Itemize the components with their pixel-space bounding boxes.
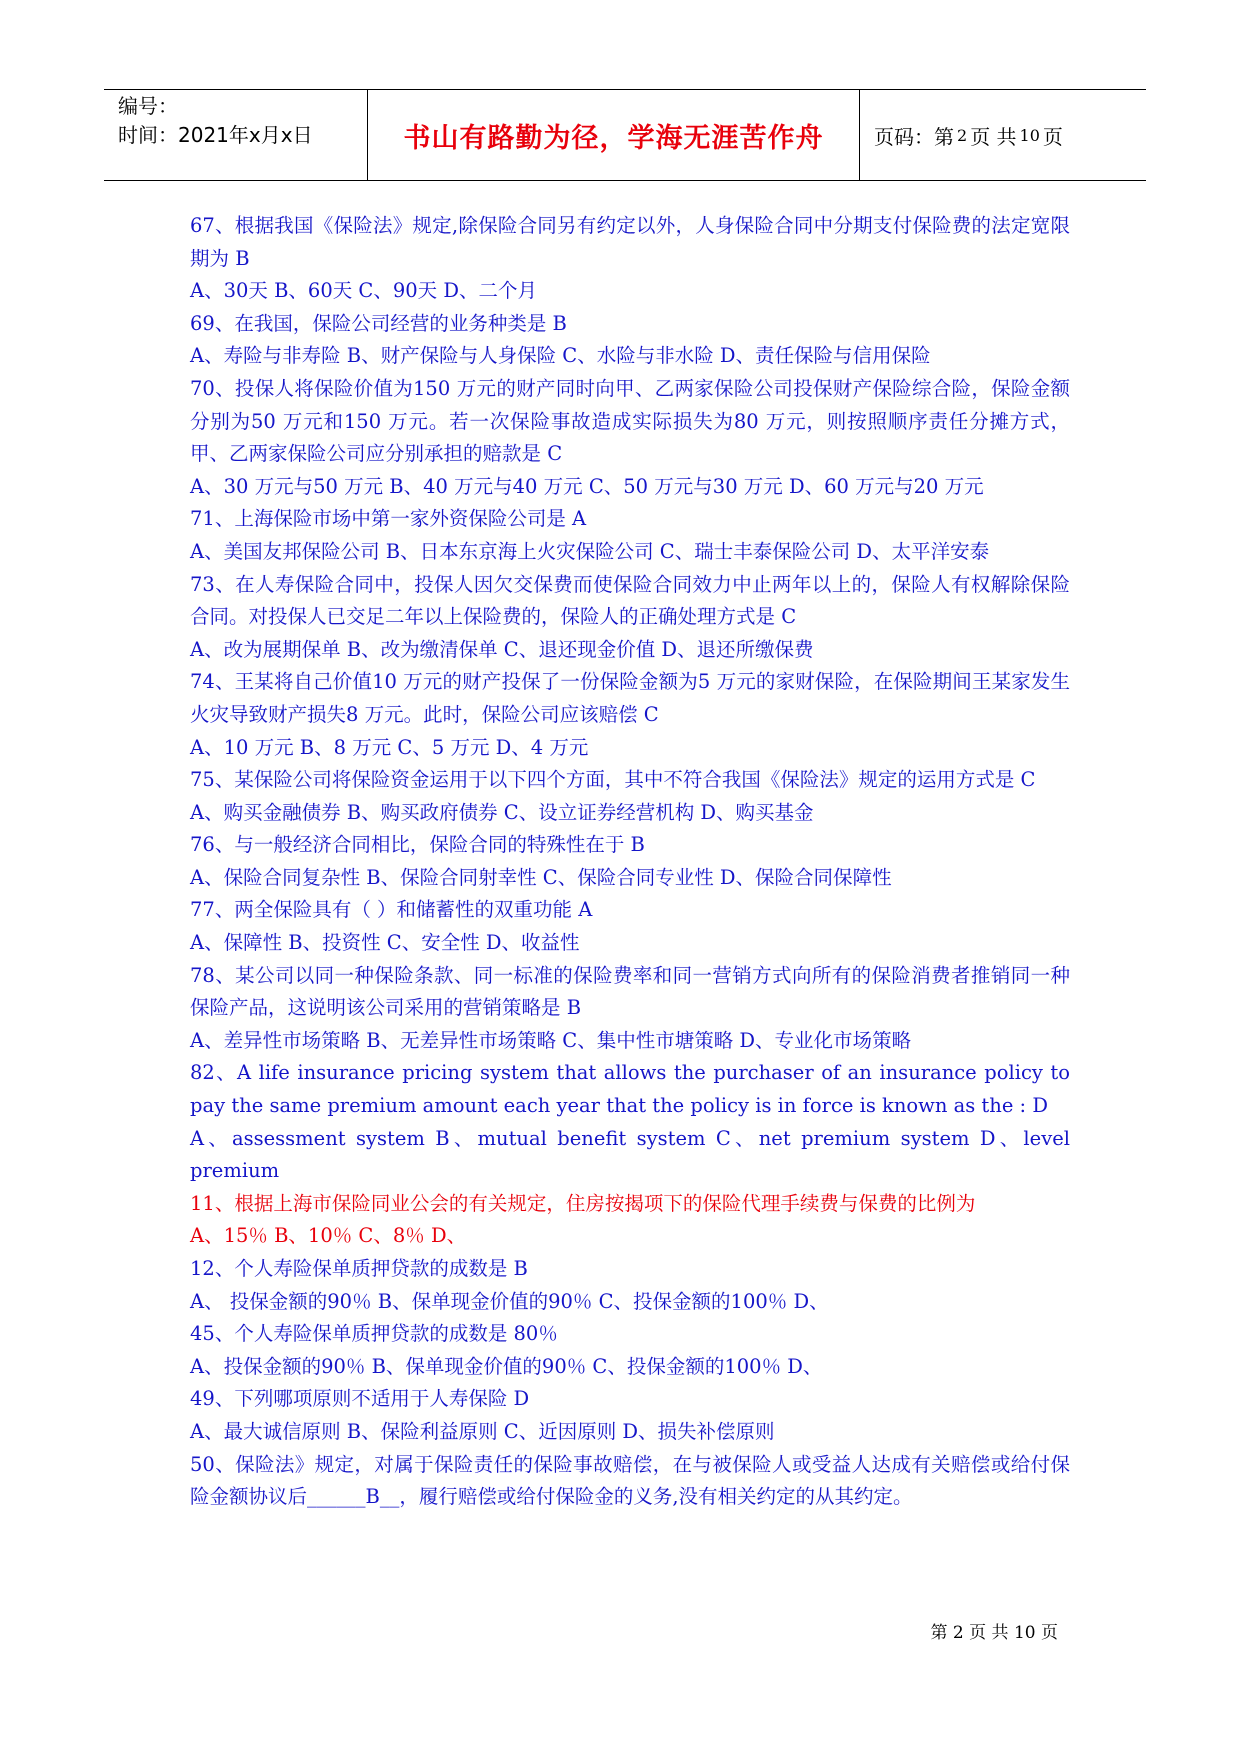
page-total: 10 <box>1019 125 1040 145</box>
question-text: 45、个人寿险保单质押贷款的成数是 80％ <box>190 1322 558 1346</box>
question-text: 49、下列哪项原则不适用于人寿保险 D <box>190 1387 530 1411</box>
question-text: 50、保险法》规定，对属于保险责任的保险事故赔偿，在与被保险人或受益人达成有关赔偿或给付保险金额协议后______B__，履行赔偿或给付保险金的义务,没有相关约定的从其约定。 <box>190 1452 1070 1509</box>
question-text: 74、王某将自己价值10 万元的财产投保了一份保险金额为5 万元的家财保险，在保险期间王某家发生火灾导致财产损失8 万元。此时，保险公司应该赔偿 C <box>190 670 1070 726</box>
question-text: 75、某保险公司将保险资金运用于以下四个方面，其中不符合我国《保险法》规定的运用方式是 C <box>190 768 1036 792</box>
answer-options: A、差异性市场策略 B、无差异性市场策略 C、集中性市塘策略 D、专业化市场策略 <box>190 1028 912 1052</box>
question-text: 71、上海保险市场中第一家外资保险公司是 A <box>190 507 587 531</box>
question-text: 77、两全保险具有（ ）和储蓄性的双重功能 A <box>190 898 593 922</box>
answer-options: A、30 万元与50 万元 B、40 万元与40 万元 C、50 万元与30 万元 D、60 万元与20 万元 <box>190 474 984 498</box>
page-mid: 页 共 <box>970 124 1017 149</box>
question-text: 69、在我国，保险公司经营的业务种类是 B <box>190 311 567 335</box>
answer-options: A、保险合同复杂性 B、保险合同射幸性 C、保险合同专业性 D、保险合同保障性 <box>190 865 892 889</box>
header-motto: 书山有路勤为径，学海无涯苦作舟 <box>368 90 860 180</box>
page-header <box>104 89 1146 181</box>
page-current: 2 <box>957 125 968 145</box>
answer-options: A、美国友邦保险公司 B、日本东京海上火灾保险公司 C、瑞士丰泰保险公司 D、太平洋安泰 <box>190 539 990 563</box>
answer-options: A、投保金额的90％ B、保单现金价值的90％ C、投保金额的100％ D、 <box>190 1354 823 1378</box>
answer-options: A、 投保金额的90％ B、保单现金价值的90％ C、投保金额的100％ D、 <box>190 1289 829 1313</box>
question-text: 67、根据我国《保险法》规定,除保险合同另有约定以外，人身保险合同中分期支付保险费的法定宽限期为 B <box>190 214 1070 270</box>
page-suffix: 页 <box>1042 124 1063 149</box>
answer-options: A、assessment system B、mutual benefit system C、net premium system D、level premium <box>190 1126 1070 1183</box>
document-time: 时间：2021年x月x日 <box>118 123 313 147</box>
question-text: 11、根据上海市保险同业公会的有关规定，住房按揭项下的保险代理手续费与保费的比例为 <box>190 1191 976 1215</box>
question-text: 70、投保人将保险价值为150 万元的财产同时向甲、乙两家保险公司投保财产保险综合险，保险金额分别为50 万元和150 万元。若一次保险事故造成实际损失为80 万元，则按照顺序责任分摊方式，甲、乙两家保险公司应分别承担的赔款是 C <box>190 376 1070 466</box>
question-text: 82、A life insurance pricing system that allows the purchaser of an insurance policy to pay the same premium amount each year that the policy is in force is known as the : D <box>190 1061 1070 1118</box>
answer-options: A、10 万元 B、8 万元 C、5 万元 D、4 万元 <box>190 735 589 759</box>
answer-options: A、寿险与非寿险 B、财产保险与人身保险 C、水险与非水险 D、责任保险与信用保险 <box>190 344 931 368</box>
header-page-info <box>860 90 1146 180</box>
answer-options: A、30天 B、60天 C、90天 D、二个月 <box>190 279 538 303</box>
answer-options: A、15％ B、10％ C、8％ D、 <box>190 1224 467 1248</box>
question-text: 76、与一般经济合同相比，保险合同的特殊性在于 B <box>190 833 645 857</box>
question-list <box>190 210 1070 1514</box>
answer-options: A、购买金融债券 B、购买政府债券 C、设立证券经营机构 D、购买基金 <box>190 800 814 824</box>
page-footer: 第 2 页 共 10 页 <box>930 1623 1058 1643</box>
answer-options: A、保障性 B、投资性 C、安全性 D、收益性 <box>190 931 580 955</box>
answer-options: A、最大诚信原则 B、保险利益原则 C、近因原则 D、损失补偿原则 <box>190 1419 775 1443</box>
question-text: 78、某公司以同一种保险条款、同一标准的保险费率和同一营销方式向所有的保险消费者推销同一种保险产品，这说明该公司采用的营销策略是 B <box>190 963 1070 1020</box>
answer-options: A、改为展期保单 B、改为缴清保单 C、退还现金价值 D、退还所缴保费 <box>190 637 814 661</box>
question-text: 73、在人寿保险合同中，投保人因欠交保费而使保险合同效力中止两年以上的，保险人有权解除保险合同。对投保人已交足二年以上保险费的，保险人的正确处理方式是 C <box>190 572 1070 629</box>
document-number-label: 编号： <box>118 94 178 118</box>
header-meta <box>104 90 368 180</box>
page-prefix: 页码：第 <box>874 124 954 149</box>
question-text: 12、个人寿险保单质押贷款的成数是 B <box>190 1257 528 1280</box>
